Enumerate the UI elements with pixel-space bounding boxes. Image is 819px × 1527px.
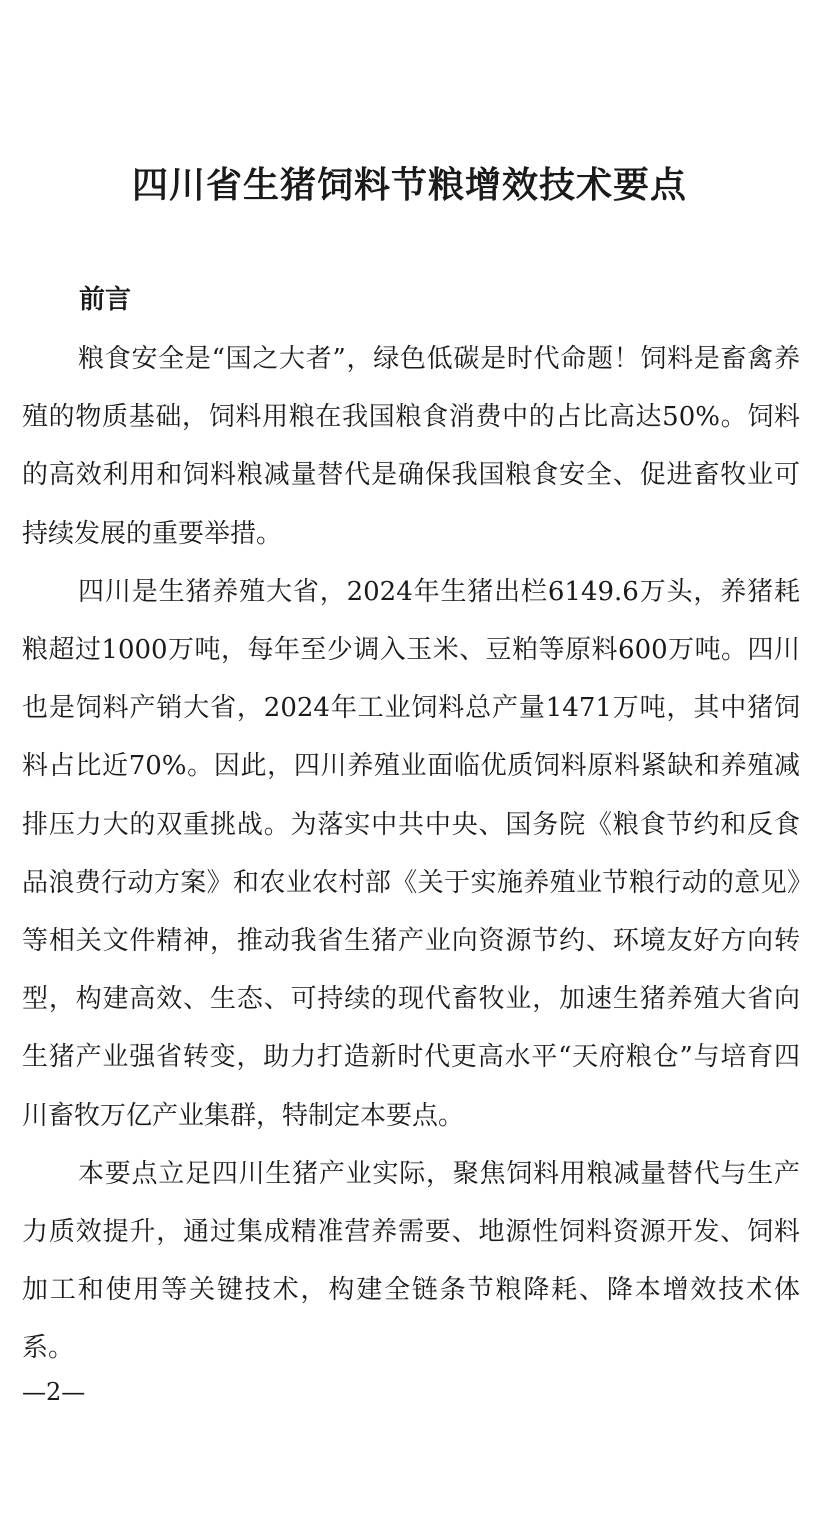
document-title: 四川省生猪饲料节粮增效技术要点 [131,165,687,206]
paragraph-scope: 本要点立足四川生猪产业实际，聚焦饲料用粮减量替代与生产力质效提升，通过集成精准营养需要、地源性饲料资源开发、饲料加工和使用等关键技术，构建全链条节粮降耗、降本增效技术体系。 [22,1158,800,1364]
section-heading-preface: 前言 [79,285,132,315]
document-body [22,330,800,1378]
page-number: —2— [22,1378,86,1406]
paragraph-sichuan-background: 四川是生猪养殖大省，2024年生猪出栏6149.6万头，养猪耗粮超过1000万吨，每年至少调入玉米、豆粕等原料600万吨。四川也是饲料产销大省，2024年工业饲料总产量1471万吨，其中猪饲料占比近70%。因此，四川养殖业面临优质饲料原料紧缺和养殖减排压力大的双重挑战。为落实中共中央、国务院《粮食节约和反食品浪费行动方案》和农业农村部《关于实施养殖业节粮行动的意见》等相关文件精神，推动我省生猪产业向资源节约、环境友好方向转型，构建高效、生态、可持续的现代畜牧业，加速生猪养殖大省向生猪产业强省转变，助力打造新时代更高水平“天府粮仓”与培育四川畜牧万亿产业集群，特制定本要点。 [22,576,800,1131]
paragraph-food-security: 粮食安全是“国之大者”，绿色低碳是时代命题！饲料是畜禽养殖的物质基础，饲料用粮在我国粮食消费中的占比高达50%。饲料的高效利用和饲料粮减量替代是确保我国粮食安全、促进畜牧业可持续发展的重要举措。 [22,344,800,549]
